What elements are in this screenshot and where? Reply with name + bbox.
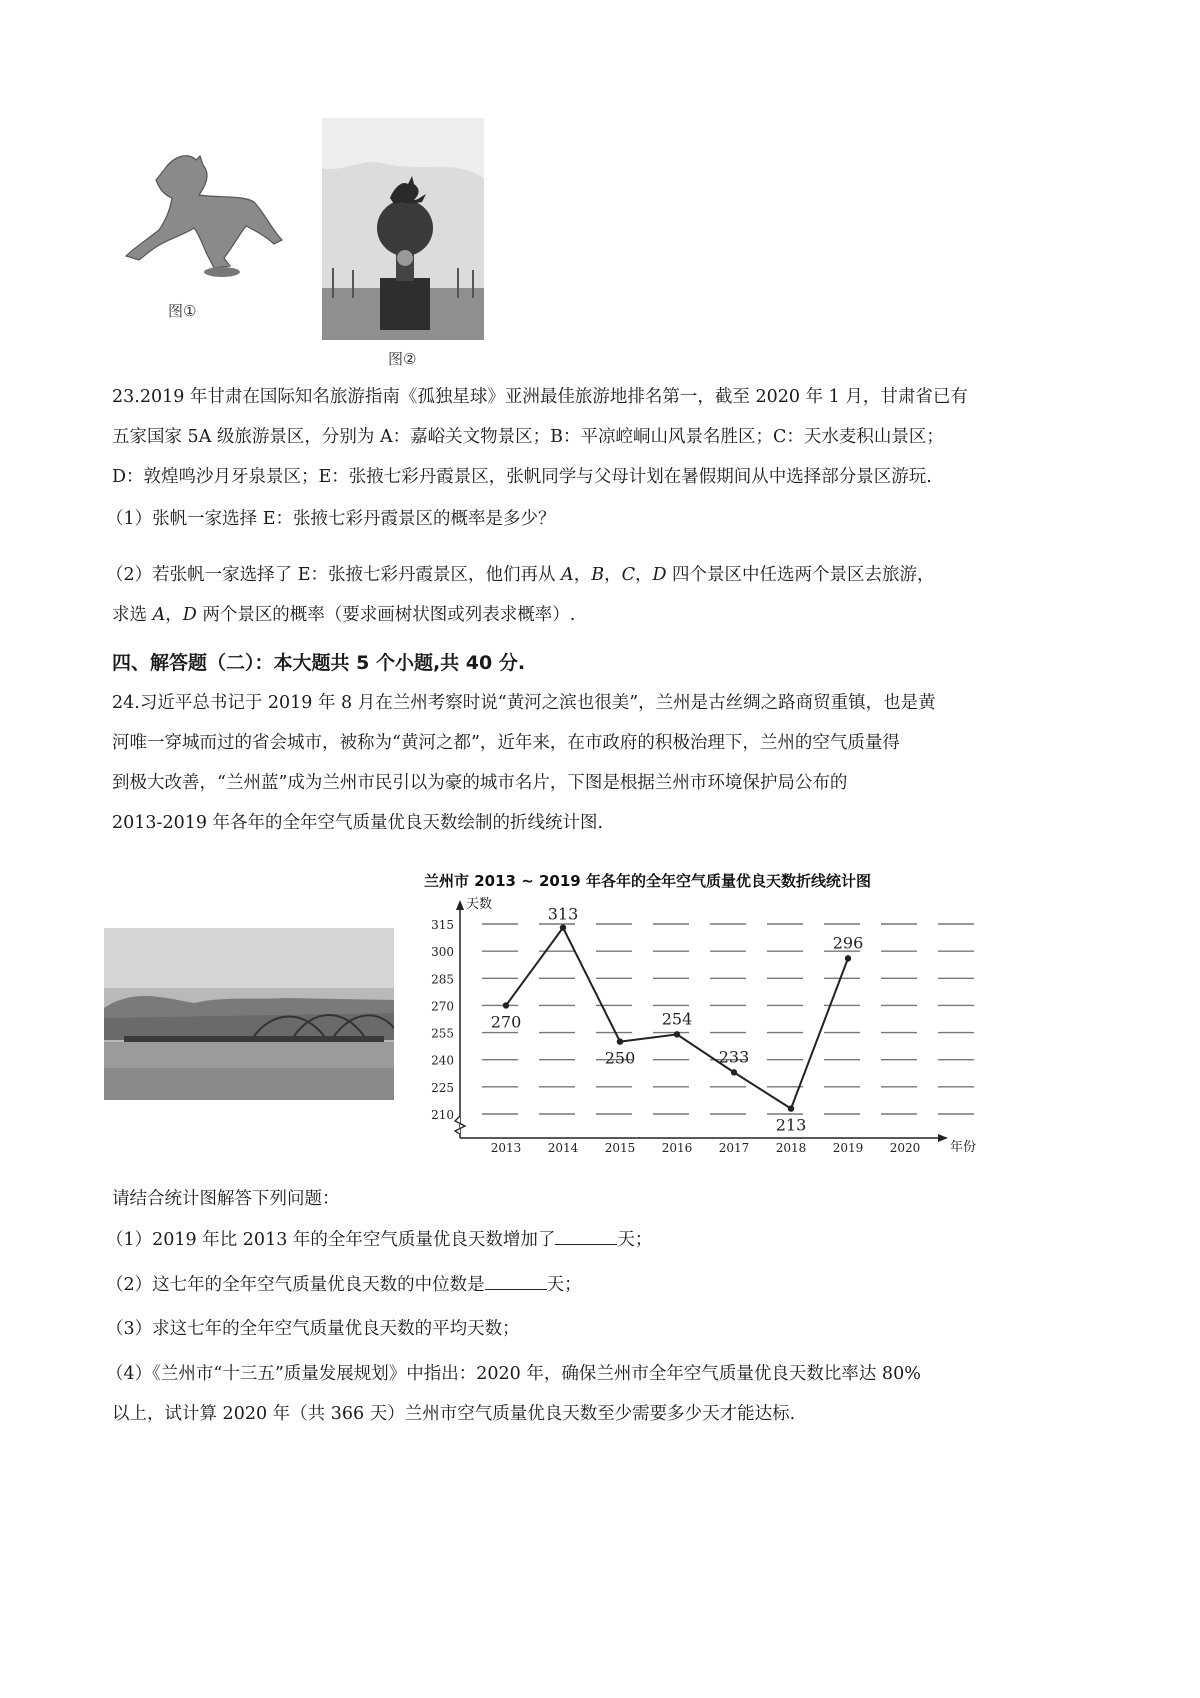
statue-monument-photo [322, 118, 484, 340]
y-tick-label: 225 [431, 1080, 454, 1095]
q23-sub1-text: （1）张帆一家选择 E：张掖七彩丹霞景区的概率是多少？ [106, 509, 556, 529]
horse-statue-photo [104, 140, 289, 285]
x-tick-label: 2018 [775, 1141, 807, 1154]
q24-sub1-a: （1）2019 年比 2013 年的全年空气质量优良天数增加了 [106, 1230, 556, 1250]
x-tick-label: 2014 [547, 1141, 579, 1154]
q24-line3: 到极大改善，“兰州蓝”成为兰州市民引以为豪的城市名片，下图是根据兰州市环境保护局公布的 [112, 773, 848, 793]
q24-sub1-b: 天； [617, 1230, 653, 1250]
y-tick-label: 285 [431, 972, 454, 987]
q24-sub3: （3）求这七年的全年空气质量优良天数的平均天数； [106, 1319, 520, 1339]
x-tick-label: 2017 [718, 1141, 750, 1154]
data-label: 250 [604, 1048, 636, 1068]
option-d: D [652, 565, 667, 585]
q24-sub2-b: 天； [546, 1275, 582, 1295]
option-c: C [621, 565, 635, 585]
q23-sub2-text-a: （2）若张帆一家选择了 E：张掖七彩丹霞景区，他们再从 [106, 565, 562, 585]
q24-line2: 河唯一穿城而过的省会城市，被称为“黄河之都”，近年来，在市政府的积极治理下，兰州的空气质量得 [112, 733, 900, 753]
q24-sub2-a: （2）这七年的全年空气质量优良天数的中位数是 [106, 1275, 485, 1295]
fig2-caption: 图② [388, 350, 417, 368]
q24-prompt: 请结合统计图解答下列问题： [112, 1189, 340, 1209]
option-d-2: D [182, 605, 197, 625]
line-chart [408, 864, 996, 1154]
q23-line1: 23.2019 年甘肃在国际知名旅游指南《孤独星球》亚洲最佳旅游地排名第一，截至 2020 年 1 月，甘肃省已有 [112, 387, 968, 407]
q24-line1: 24.习近平总书记于 2019 年 8 月在兰州考察时说“黄河之滨也很美”，兰州是古丝绸之路商贸重镇，也是黄 [112, 693, 936, 713]
x-tick-label: 2016 [661, 1141, 693, 1154]
y-tick-label: 255 [431, 1026, 454, 1041]
option-b: B [591, 565, 605, 585]
data-point [788, 1105, 794, 1111]
q23-sub2-line2: 求选 A，D 两个景区的概率（要求画树状图或列表求概率）. [112, 605, 576, 625]
data-point [845, 955, 851, 961]
x-tick-label: 2013 [490, 1141, 522, 1154]
q23-sub2-line2-b: 两个景区的概率（要求画树状图或列表求概率）. [196, 605, 576, 625]
data-point [731, 1069, 737, 1075]
q24-sub2 [106, 1273, 1096, 1296]
data-label: 296 [832, 933, 864, 953]
data-label: 254 [661, 1009, 693, 1029]
y-tick-label: 300 [431, 945, 454, 960]
q24-sub1 [106, 1228, 1096, 1251]
x-tick-label: 2020 [889, 1141, 921, 1154]
section4-heading: 四、解答题（二）：本大题共 5 个小题,共 40 分. [112, 652, 526, 674]
q23-sub2-text-b: 四个景区中任选两个景区去旅游， [666, 565, 935, 585]
option-a-2: A [152, 605, 166, 625]
data-point [617, 1038, 623, 1044]
q23-sub2-line2-a: 求选 [112, 605, 153, 625]
y-tick-label: 315 [431, 918, 454, 932]
answer-blank-2[interactable] [485, 1273, 547, 1290]
x-axis-label: 年份 [950, 1140, 977, 1154]
data-label: 213 [775, 1115, 807, 1135]
fig1-caption: 图① [168, 302, 197, 320]
option-a: A [561, 565, 574, 585]
axis-break [455, 1116, 465, 1134]
data-label: 270 [490, 1012, 522, 1032]
data-label: 233 [718, 1047, 750, 1067]
q24-sub4-line2: 以上，试计算 2020 年（共 366 天）兰州市空气质量优良天数至少需要多少天才能达标. [112, 1404, 796, 1424]
y-tick-label: 270 [431, 999, 454, 1014]
data-point [503, 1002, 509, 1008]
q24-sub4-line1: （4）《兰州市“十三五”质量发展规划》中指出：2020 年，确保兰州市全年空气质量优良天数比率达 80% [106, 1364, 921, 1384]
answer-blank-1[interactable] [555, 1228, 617, 1245]
x-axis-arrow [938, 1134, 948, 1142]
data-point [560, 924, 566, 930]
q23-line2: 五家国家 5A 级旅游景区，分别为 A：嘉峪关文物景区；B：平凉崆峒山风景名胜区；C：天水麦积山景区； [112, 427, 944, 447]
data-label: 313 [547, 904, 579, 924]
x-tick-label: 2015 [604, 1141, 636, 1154]
y-tick-label: 240 [431, 1053, 454, 1068]
q23-sub2: （2）若张帆一家选择了 E：张掖七彩丹霞景区，他们再从 A，B，C，D 四个景区中任选两个景区去旅游， [106, 565, 935, 585]
q23-sub1 [106, 508, 1096, 530]
y-tick-label: 210 [431, 1108, 454, 1122]
y-axis-label: 天数 [466, 897, 493, 912]
bridge-photo [104, 928, 394, 1100]
q23-line3: D：敦煌鸣沙月牙泉景区；E：张掖七彩丹霞景区，张帆同学与父母计划在暑假期间从中选择部分景区游玩. [112, 467, 932, 487]
chart-title: 兰州市 2013 ~ 2019 年各年的全年空气质量优良天数折线统计图 [424, 872, 871, 890]
y-axis-arrow [456, 900, 464, 910]
q24-line4: 2013-2019 年各年的全年空气质量优良天数绘制的折线统计图. [112, 813, 604, 833]
x-tick-label: 2019 [832, 1141, 864, 1154]
data-point [674, 1031, 680, 1037]
